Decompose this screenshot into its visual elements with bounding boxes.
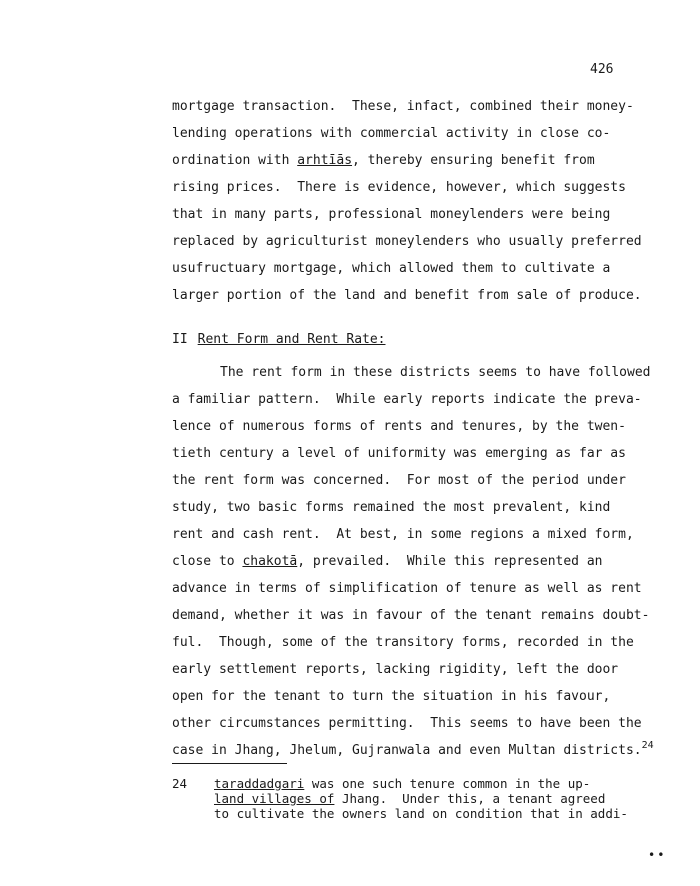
line-text: ordination with xyxy=(172,153,298,168)
paragraph-line: rising prices. There is evidence, however, which suggests xyxy=(172,180,626,195)
paragraph-1 xyxy=(172,93,692,309)
line-text: , thereby ensuring benefit from xyxy=(352,153,595,168)
paragraph-line xyxy=(172,147,692,174)
paragraph-line: early settlement reports, lacking rigidity, left the door xyxy=(172,662,619,677)
paragraph-line xyxy=(172,548,692,575)
paragraph-2 xyxy=(172,359,692,765)
paragraph-line: advance in terms of simplification of tenure as well as rent xyxy=(172,581,642,596)
underlined-term: taraddadgari xyxy=(214,776,305,791)
footnote-text xyxy=(214,776,674,821)
continuation-marks: •• xyxy=(648,848,667,862)
section-title: Rent Form and Rent Rate: xyxy=(197,332,386,347)
underlined-phrase: land villages of xyxy=(214,791,335,806)
paragraph-line: that in many parts, professional moneylenders were being xyxy=(172,207,611,222)
footnote-line: to cultivate the owners land on condition that in addi- xyxy=(214,806,628,821)
paragraph-line: usufructuary mortgage, which allowed them to cultivate a xyxy=(172,261,611,276)
paragraph-line: the rent form was concerned. For most of the period under xyxy=(172,473,626,488)
section-number: II xyxy=(172,332,188,347)
line-text: Jhang. Under this, a tenant agreed xyxy=(334,791,606,806)
page-number: 426 xyxy=(590,62,614,77)
paragraph-line: larger portion of the land and benefit from sale of produce. xyxy=(172,288,642,303)
paragraph-line: rent and cash rent. At best, in some regions a mixed form, xyxy=(172,527,634,542)
paragraph-line: ful. Though, some of the transitory forms, recorded in the xyxy=(172,635,634,650)
paragraph-line: study, two basic forms remained the most prevalent, kind xyxy=(172,500,611,515)
paragraph-line: other circumstances permitting. This seems to have been the xyxy=(172,716,642,731)
paragraph-line: lence of numerous forms of rents and tenures, by the twen- xyxy=(172,419,626,434)
line-text: , prevailed. While this represented an xyxy=(297,554,603,569)
footnote-reference: 24 xyxy=(641,740,654,751)
paragraph-line xyxy=(172,737,692,765)
paragraph-line: The rent form in these districts seems to have followed xyxy=(220,365,651,380)
line-text: case in Jhang, Jhelum, Gujranwala and even Multan districts. xyxy=(172,743,642,758)
line-text: was one such tenure common in the up- xyxy=(304,776,591,791)
paragraph-line: a familiar pattern. While early reports indicate the preva- xyxy=(172,392,642,407)
section-heading xyxy=(172,326,386,353)
footnote-line xyxy=(214,791,674,806)
footnote-line xyxy=(214,776,674,791)
underlined-term: arhtīās xyxy=(297,153,353,168)
paragraph-line: open for the tenant to turn the situation in his favour, xyxy=(172,689,611,704)
underlined-term: chakotā xyxy=(242,554,298,569)
paragraph-line: replaced by agriculturist moneylenders who usually preferred xyxy=(172,234,642,249)
paragraph-line: lending operations with commercial activity in close co- xyxy=(172,126,611,141)
paragraph-line: demand, whether it was in favour of the tenant remains doubt- xyxy=(172,608,650,623)
footnote-number: 24 xyxy=(172,776,188,791)
paragraph-line: tieth century a level of uniformity was emerging as far as xyxy=(172,446,626,461)
line-text: close to xyxy=(172,554,243,569)
paragraph-line: mortgage transaction. These, infact, combined their money- xyxy=(172,99,634,114)
footnote-divider xyxy=(172,763,287,764)
